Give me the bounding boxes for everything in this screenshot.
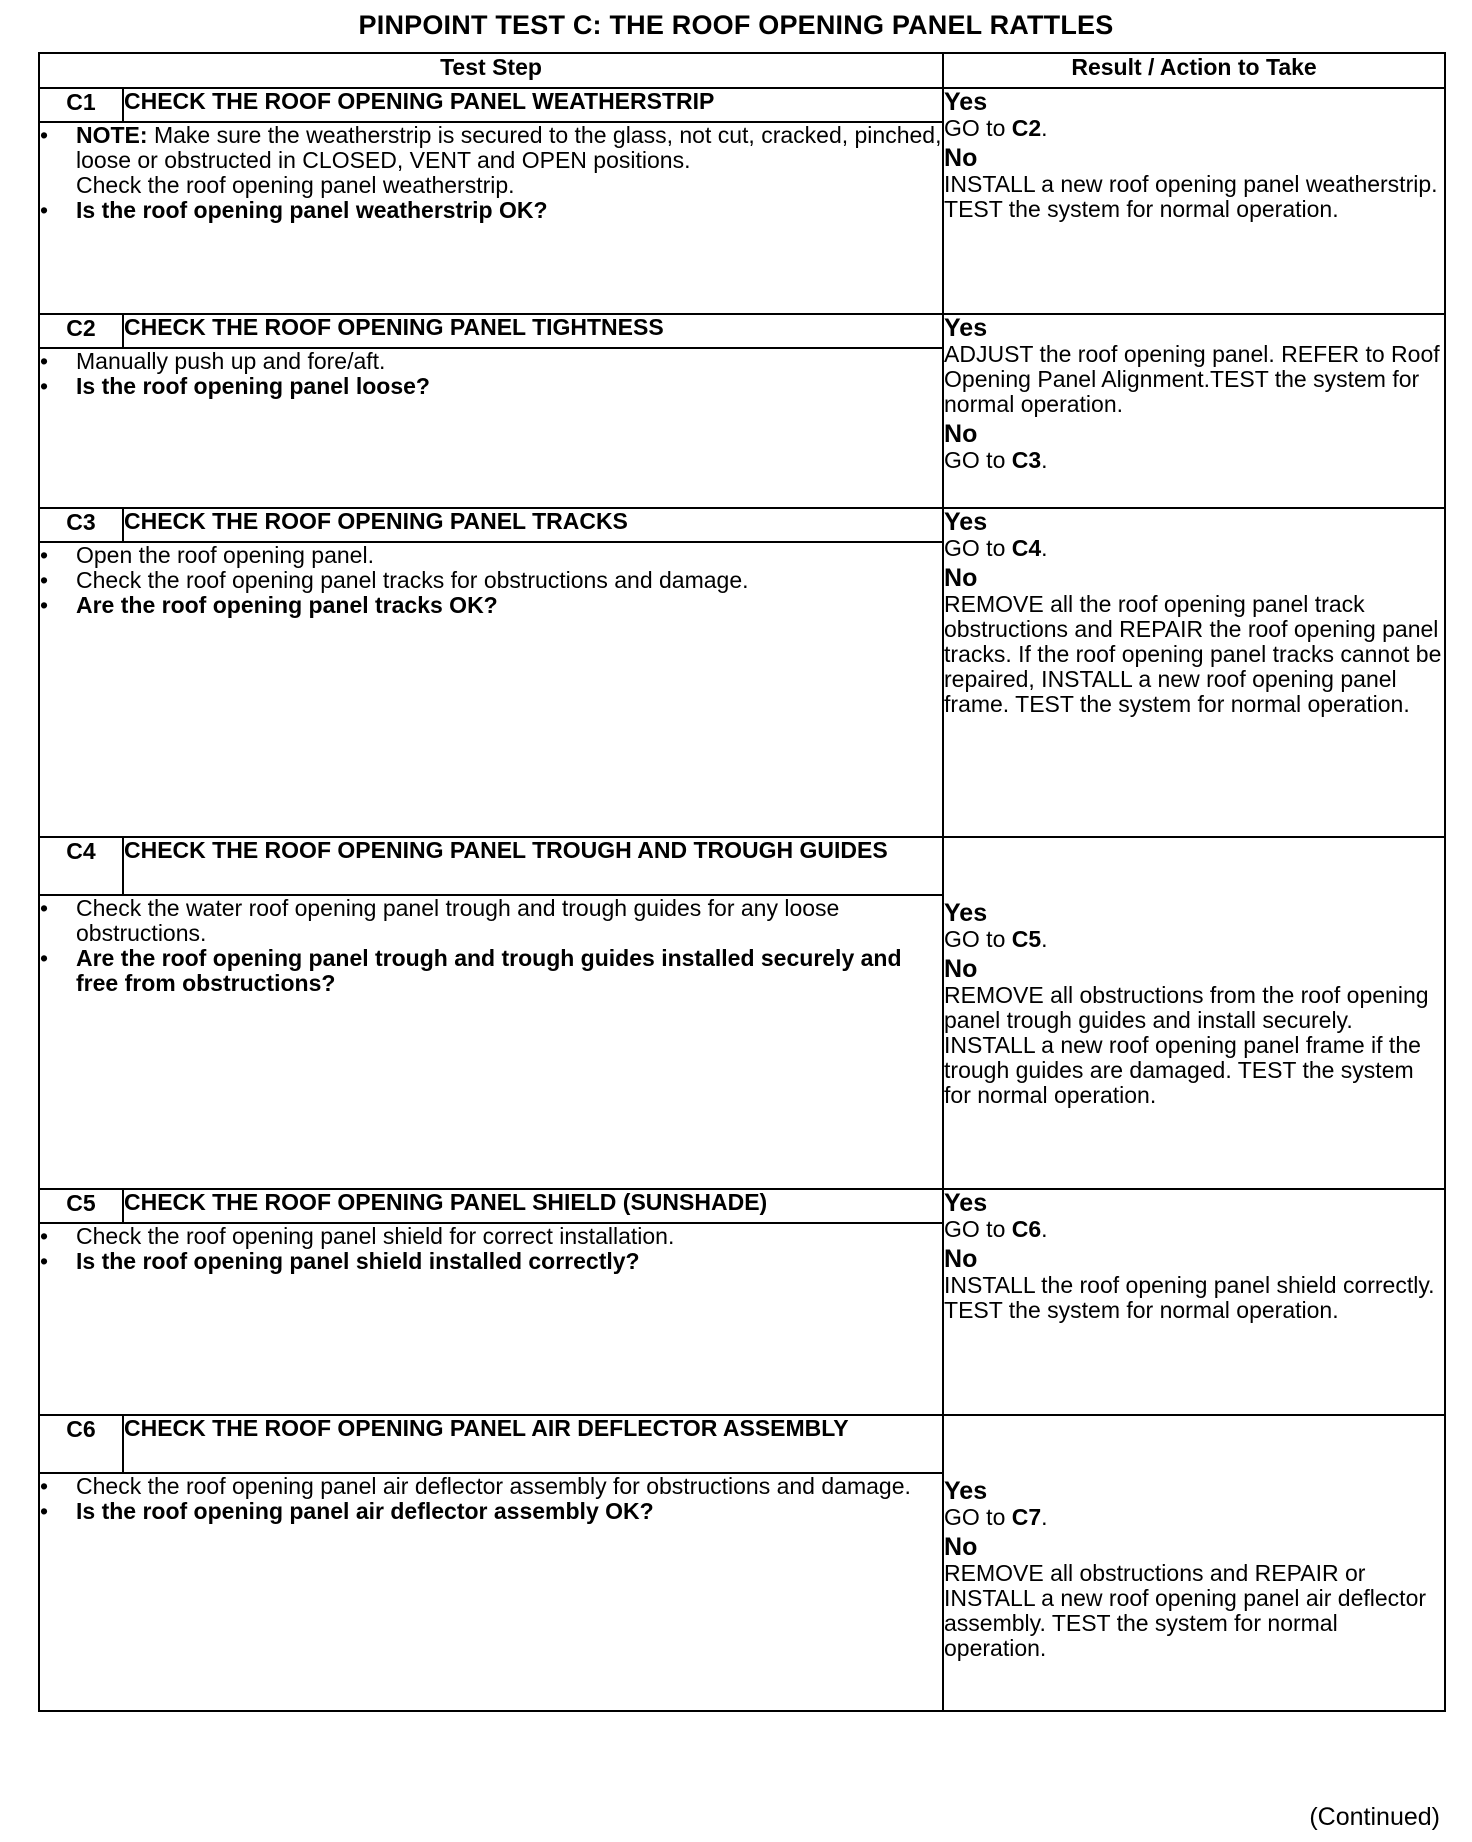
- step-result: [943, 508, 1445, 837]
- yes-action: GO to C2.: [944, 115, 1048, 141]
- yes-label: Yes: [944, 88, 988, 116]
- step-question: • Are the roof opening panel trough and trough guides installed securely and free from obstructions?: [40, 946, 942, 996]
- step-title: CHECK THE ROOF OPENING PANEL AIR DEFLECTOR ASSEMBLY: [123, 1415, 943, 1473]
- step-reference: C5: [1011, 926, 1042, 952]
- step-reference: C3: [1011, 447, 1042, 473]
- step-body: [39, 1223, 943, 1415]
- header-result-action: Result / Action to Take: [943, 53, 1445, 88]
- no-action: REMOVE all the roof opening panel track obstructions and REPAIR the roof opening panel tracks. If the roof opening panel tracks cannot be repaired, INSTALL a new roof opening panel frame. TEST the system for normal operation.: [944, 591, 1442, 717]
- no-label: No: [944, 564, 978, 592]
- step-reference: C2: [1011, 115, 1042, 141]
- step-reference: C6: [1011, 1216, 1042, 1242]
- no-action: GO to C3.: [944, 447, 1048, 473]
- step-question: • Is the roof opening panel weatherstrip OK?: [40, 198, 942, 223]
- step-title: CHECK THE ROOF OPENING PANEL SHIELD (SUNSHADE): [123, 1189, 943, 1223]
- note-item: • NOTE: Make sure the weatherstrip is secured to the glass, not cut, cracked, pinched, loose or obstructed in CLOSED, VENT and OPEN positions.: [40, 123, 942, 173]
- step-body: [39, 1473, 943, 1711]
- step-body: [39, 895, 943, 1189]
- continued-label: (Continued): [1309, 1803, 1440, 1831]
- step-result: [943, 1415, 1445, 1711]
- step-result: [943, 88, 1445, 314]
- yes-label: Yes: [944, 314, 988, 342]
- step-result: [943, 314, 1445, 508]
- step-number: C5: [39, 1189, 123, 1223]
- step-title-row: [39, 508, 1445, 542]
- no-action: INSTALL a new roof opening panel weatherstrip. TEST the system for normal operation.: [944, 171, 1438, 222]
- yes-label: Yes: [944, 1477, 988, 1505]
- step-question: • Is the roof opening panel loose?: [40, 374, 942, 399]
- table-header-row: [39, 53, 1445, 88]
- step-body: [39, 542, 943, 837]
- step-number: C3: [39, 508, 123, 542]
- yes-action: GO to C4.: [944, 535, 1048, 561]
- header-test-step: Test Step: [39, 53, 943, 88]
- step-title-row: [39, 1189, 1445, 1223]
- page-title: PINPOINT TEST C: THE ROOF OPENING PANEL RATTLES: [358, 10, 1114, 40]
- instruction-bullet: • Check the water roof opening panel trough and trough guides for any loose obstructions.: [40, 896, 942, 946]
- yes-action: GO to C6.: [944, 1216, 1048, 1242]
- no-label: No: [944, 420, 978, 448]
- yes-action: GO to C7.: [944, 1504, 1048, 1530]
- no-action: INSTALL the roof opening panel shield correctly. TEST the system for normal operation.: [944, 1272, 1435, 1323]
- step-number: C4: [39, 837, 123, 895]
- step-result: [943, 837, 1445, 1189]
- no-label: No: [944, 144, 978, 172]
- instruction-bullet: • Manually push up and fore/aft.: [40, 349, 942, 374]
- yes-label: Yes: [944, 899, 988, 927]
- instruction-text: Check the roof opening panel weatherstrip.: [76, 172, 515, 198]
- instruction-bullet: • Check the roof opening panel shield for correct installation.: [40, 1224, 942, 1249]
- step-title: CHECK THE ROOF OPENING PANEL TROUGH AND TROUGH GUIDES: [123, 837, 943, 895]
- instruction-bullet: • Check the roof opening panel tracks for obstructions and damage.: [40, 568, 942, 593]
- step-title-row: [39, 88, 1445, 122]
- step-result: [943, 1189, 1445, 1415]
- step-number: C6: [39, 1415, 123, 1473]
- step-number: C2: [39, 314, 123, 348]
- step-reference: C7: [1011, 1504, 1042, 1530]
- no-label: No: [944, 955, 978, 983]
- yes-label: Yes: [944, 1189, 988, 1217]
- step-title-row: [39, 837, 1445, 895]
- yes-label: Yes: [944, 508, 988, 536]
- step-body: [39, 348, 943, 508]
- no-action: REMOVE all obstructions and REPAIR or INSTALL a new roof opening panel air deflector assembly. TEST the system for normal operation.: [944, 1560, 1427, 1661]
- step-title: CHECK THE ROOF OPENING PANEL WEATHERSTRIP: [123, 88, 943, 122]
- step-question: • Is the roof opening panel air deflector assembly OK?: [40, 1499, 942, 1524]
- step-body: [39, 122, 943, 314]
- step-title: CHECK THE ROOF OPENING PANEL TIGHTNESS: [123, 314, 943, 348]
- no-label: No: [944, 1245, 978, 1273]
- step-reference: C4: [1011, 535, 1042, 561]
- no-action: REMOVE all obstructions from the roof opening panel trough guides and install securely. INSTALL a new roof opening panel frame if the trough guides are damaged. TEST the system for normal operation.: [944, 982, 1429, 1108]
- step-number: C1: [39, 88, 123, 122]
- step-title: CHECK THE ROOF OPENING PANEL TRACKS: [123, 508, 943, 542]
- instruction-bullet: • Check the roof opening panel air deflector assembly for obstructions and damage.: [40, 1474, 942, 1499]
- step-question: • Are the roof opening panel tracks OK?: [40, 593, 942, 618]
- instruction-bullet: • Open the roof opening panel.: [40, 543, 942, 568]
- step-title-row: [39, 314, 1445, 348]
- step-question: • Is the roof opening panel shield installed correctly?: [40, 1249, 942, 1274]
- step-title-row: [39, 1415, 1445, 1473]
- pinpoint-test-table: [38, 52, 1446, 1712]
- yes-action: GO to C5.: [944, 926, 1048, 952]
- no-label: No: [944, 1533, 978, 1561]
- yes-action: ADJUST the roof opening panel. REFER to Roof Opening Panel Alignment.TEST the system for normal operation.: [944, 341, 1440, 417]
